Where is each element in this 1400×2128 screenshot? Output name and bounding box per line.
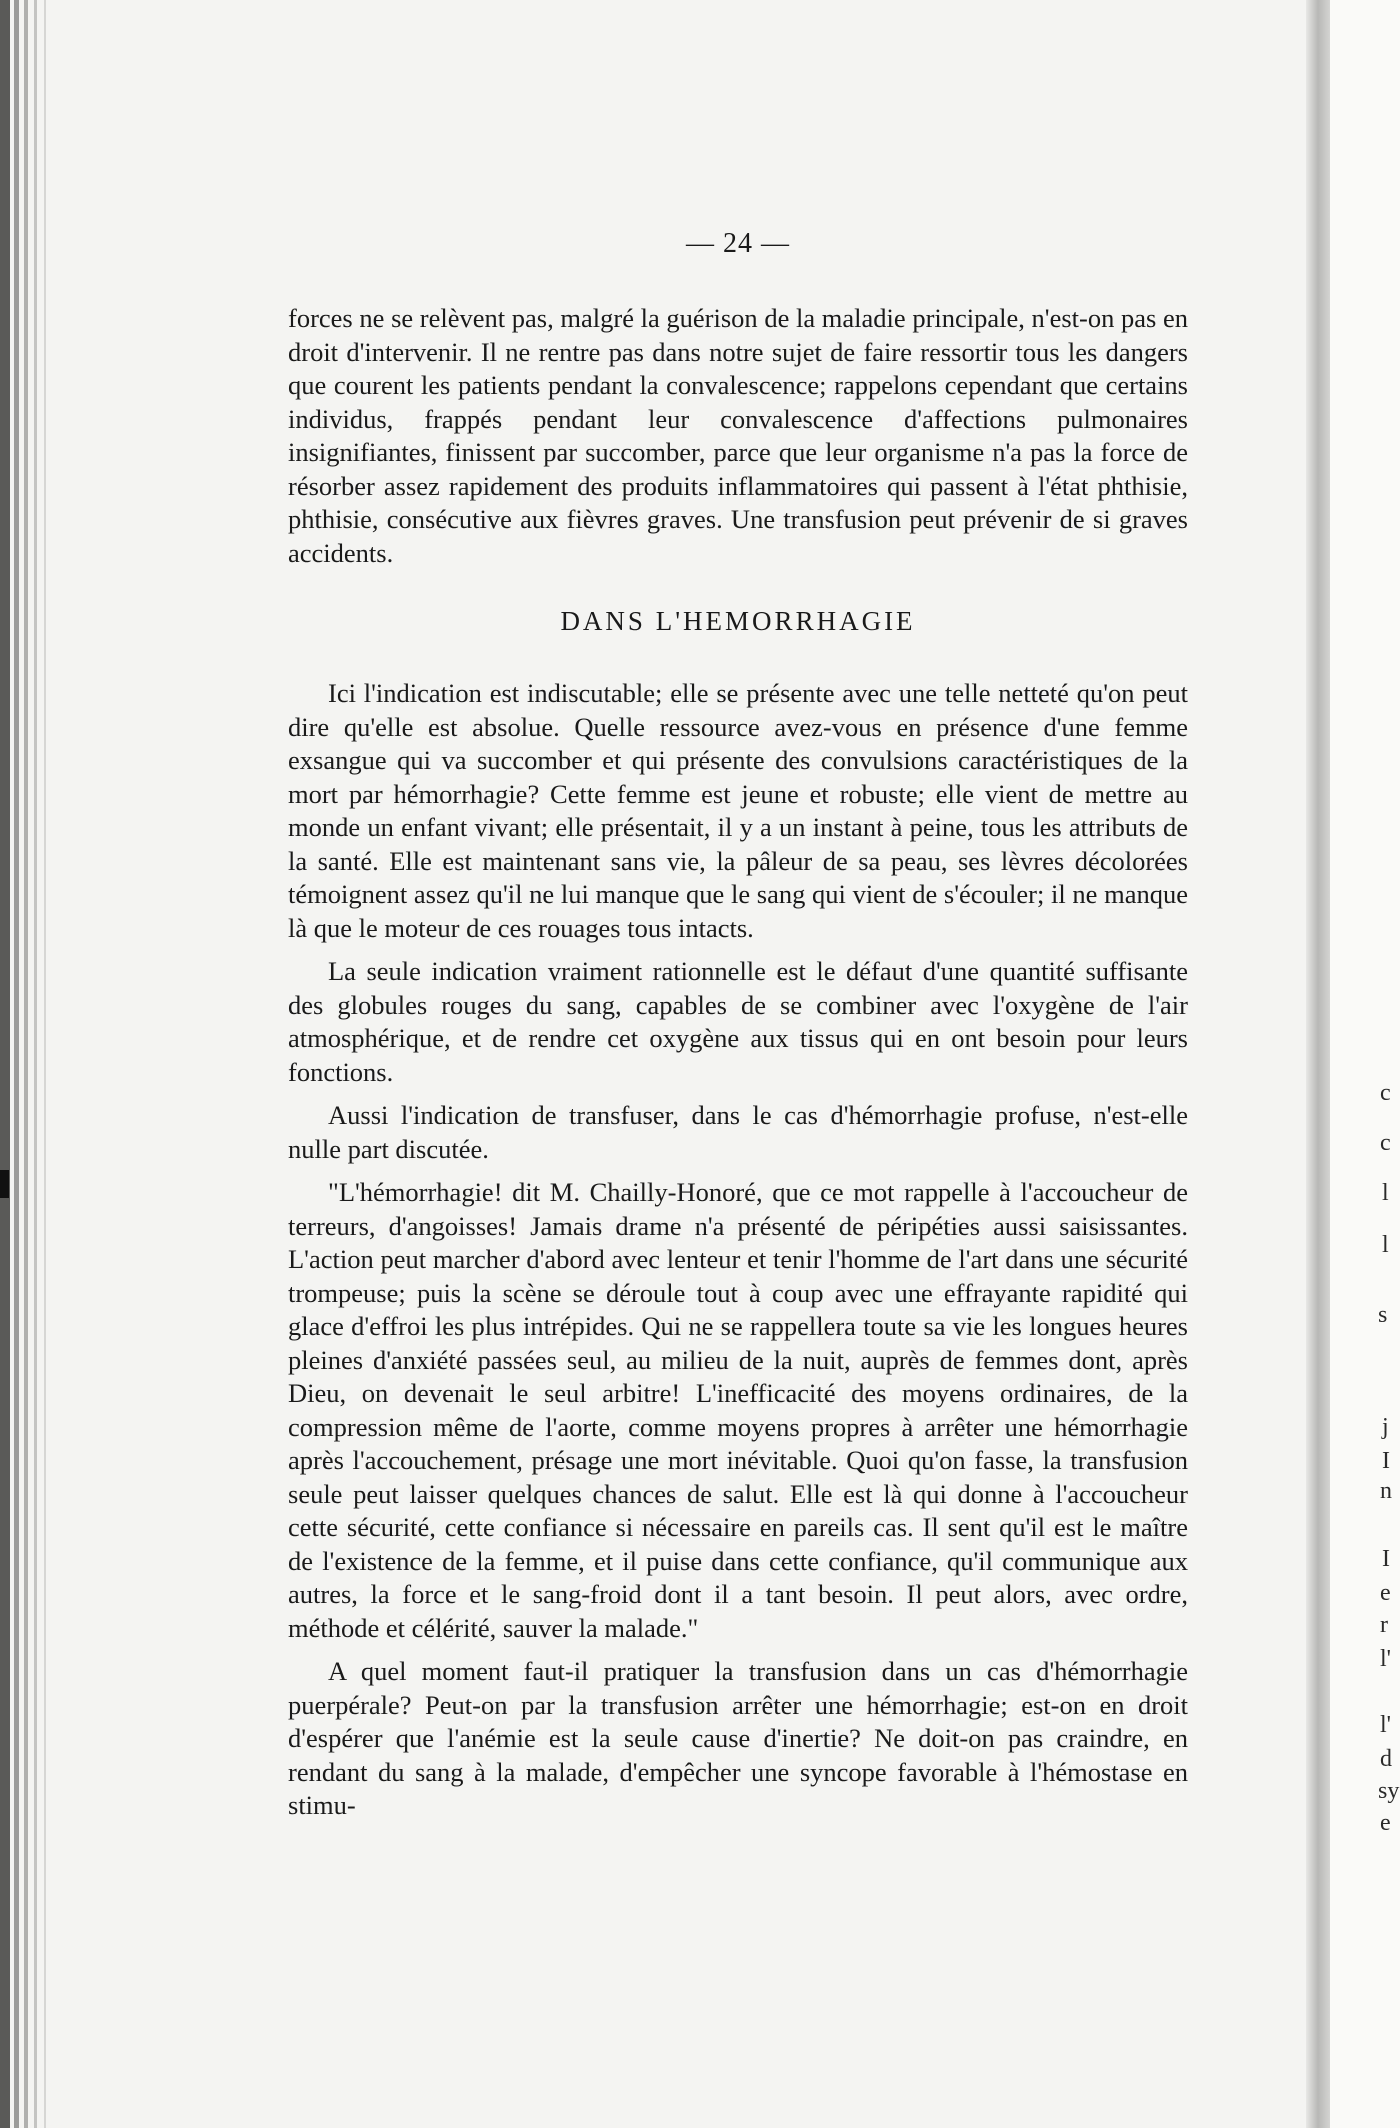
quotation-paragraph: "L'hémorrhagie! dit M. Chailly-Honoré, que ce mot rappelle à l'accoucheur de terreurs, d'angoisses! Jamais drame n'a présenté de péripéties aussi saisissantes. L'action peut marcher d'abord avec lenteur et tenir l'homme de l'art dans une sécurité trompeuse; puis la scène se déroule tout à coup avec une effrayante rapidité qui glace d'effroi les plus intrépides. Qui ne se rappellera toute sa vie les longues heures pleines d'anxiété passées seul, au milieu de la nuit, auprès de femmes dont, après Dieu, on devenait le seul arbitre! L'inefficacité des moyens ordinaires, de la compression même de l'aorte, comme moyens propres à arrêter une hémorrhagie après l'accouchement, présage une mort inévitable. Quoi qu'on fasse, la transfusion seule peut laisser quelques chances de salut. Elle est là qui donne à l'accoucheur cette sécurité, cette confiance si nécessaire en pareils cas. Il sent qu'il est le maître de l'existence de la femme, et il puise dans cette confiance, qu'il communique aux autres, la force et le sang-froid dont il a tant besoin. Il peut alors, avec ordre, méthode et célérité, sauver la malade." <box>288 1177 1188 1643</box>
adjacent-page-letter: j <box>1382 1414 1389 1440</box>
adjacent-page-letter: c <box>1380 1080 1391 1106</box>
page-stack-edge <box>44 0 46 2128</box>
adjacent-page-letter: n <box>1380 1478 1392 1504</box>
adjacent-page-letter: sy <box>1378 1778 1400 1804</box>
adjacent-page-letter: I <box>1382 1546 1390 1572</box>
paragraph: forces ne se relèvent pas, malgré la guérison de la maladie principale, n'est-on pas en droit d'intervenir. Il ne rentre pas dans notre sujet de faire ressortir tous les dangers que courent les patients pendant la convalescence; rappelons cependant que certains individus, frappés pendant leur convalescence d'affections pulmonaires insignifiantes, finissent par succomber, parce que leur organisme n'a pas la force de résorber assez rapidement des produits inflammatoires qui passent à l'état phthisie, phthisie, consécutive aux fièvres graves. Une transfusion peut prévenir de si graves accidents. <box>288 303 1188 568</box>
book-gutter <box>1306 0 1330 2128</box>
adjacent-page-letter: I <box>1382 1448 1390 1474</box>
adjacent-page-letter: r <box>1380 1612 1388 1638</box>
paragraph: La seule indication vraiment rationnelle est le défaut d'une quantité suffisante des globules rouges du sang, capables de se combiner avec l'oxygène de l'air atmosphérique, et de rendre cet oxygène aux tissus qui en ont besoin pour leurs fonctions. <box>288 956 1188 1087</box>
page-stack-edge <box>24 0 28 2128</box>
page-stack-edge <box>14 0 19 2128</box>
paragraph: Aussi l'indication de transfuser, dans le cas d'hémorrhagie profuse, n'est-elle nulle part discutée. <box>288 1100 1188 1164</box>
adjacent-page-edge <box>1330 0 1400 2128</box>
section-heading: DANS L'HEMORRHAGIE <box>560 606 916 636</box>
page-stack-edge <box>34 0 37 2128</box>
adjacent-page-letter: d <box>1380 1746 1392 1772</box>
page-content <box>288 228 1188 1827</box>
adjacent-page-letter: l <box>1382 1180 1389 1206</box>
adjacent-page-letter: l' <box>1380 1712 1391 1738</box>
page-number: — 24 — <box>686 228 790 259</box>
page-edge-marker <box>0 1170 9 1198</box>
adjacent-page-letter: l <box>1382 1232 1389 1258</box>
adjacent-page-letter: e <box>1380 1580 1391 1606</box>
paragraph: Ici l'indication est indiscutable; elle se présente avec une telle netteté qu'on peut dire qu'elle est absolue. Quelle ressource avez-vous en présence d'une femme exsangue qui va succomber et qui présente des convulsions caractéristiques de la mort par hémorrhagie? Cette femme est jeune et robuste; elle vient de mettre au monde un enfant vivant; elle présentait, il y a un instant à peine, tous les attributs de la santé. Elle est maintenant sans vie, la pâleur de sa peau, ses lèvres décolorées témoignent assez qu'il ne lui manque que le sang qui vient de s'écouler; il ne manque là que le moteur de ces rouages tous intacts. <box>288 678 1188 943</box>
paragraph: A quel moment faut-il pratiquer la transfusion dans un cas d'hémorrhagie puerpérale? Peut-on par la transfusion arrêter une hémorrhagie; est-on en droit d'espérer que l'anémie est la seule cause d'inertie? Ne doit-on pas craindre, en rendant du sang à la malade, d'empêcher une syncope favorable à l'hémostase en stimu- <box>288 1656 1188 1820</box>
page-stack-edge <box>0 0 10 2128</box>
adjacent-page-letter: e <box>1380 1810 1391 1836</box>
adjacent-page-letter: c <box>1380 1130 1391 1156</box>
adjacent-page-letter: l' <box>1380 1646 1391 1672</box>
adjacent-page-letter: s <box>1378 1302 1388 1328</box>
